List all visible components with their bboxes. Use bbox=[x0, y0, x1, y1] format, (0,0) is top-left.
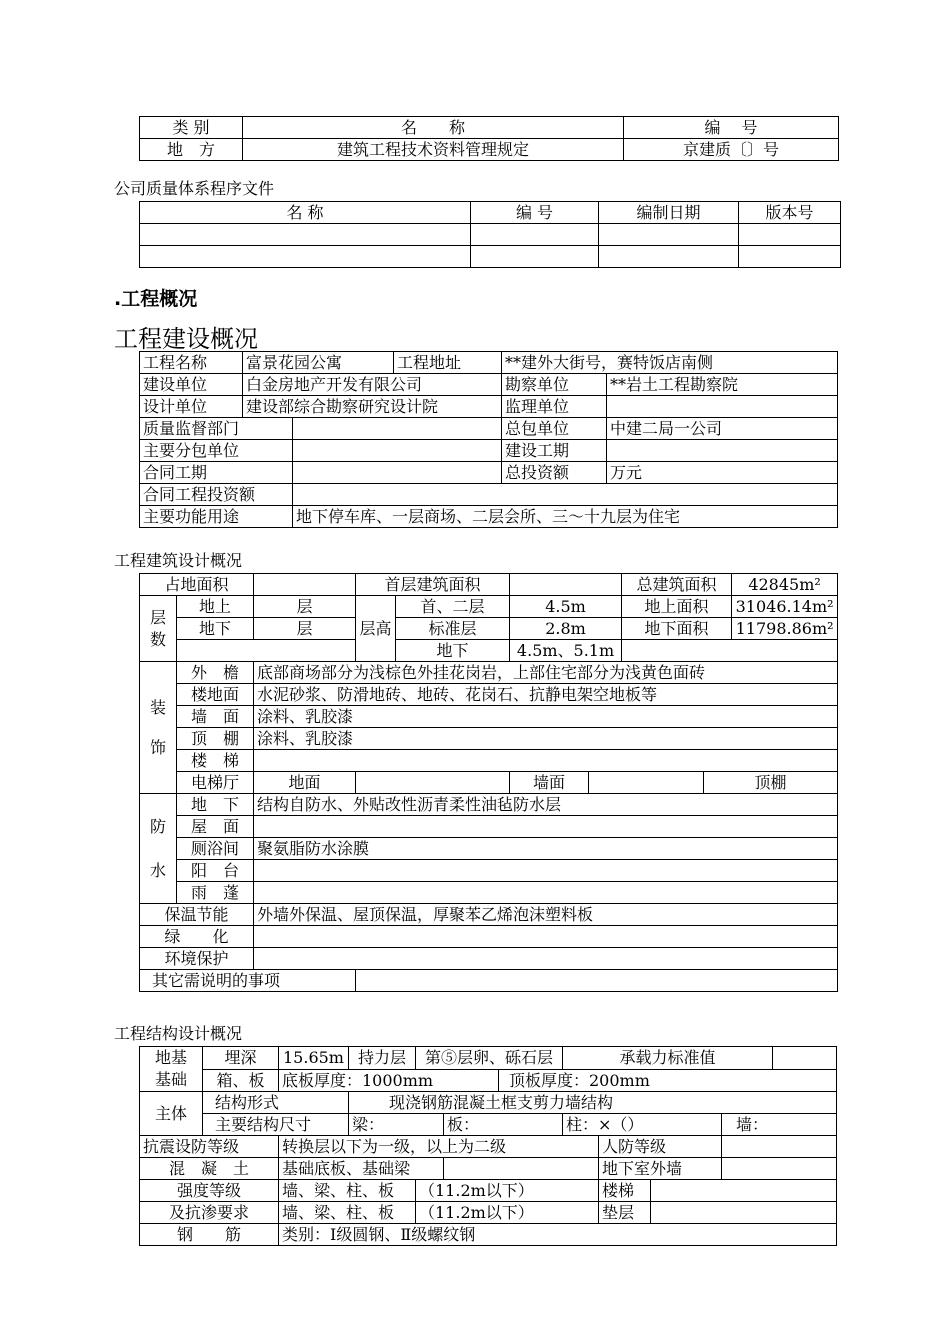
struct-title: 工程结构设计概况 bbox=[114, 1024, 243, 1043]
investment-label: 总投资额 bbox=[502, 462, 607, 484]
supervision-value bbox=[607, 396, 838, 418]
wall-finish-label: 墙 面 bbox=[177, 706, 254, 728]
box-label: 箱、板 bbox=[203, 1069, 279, 1092]
owner-label: 建设单位 bbox=[140, 374, 243, 396]
environment-value bbox=[254, 948, 838, 970]
wall-dim-label: 墙： bbox=[722, 1114, 837, 1136]
project-name-label: 工程名称 bbox=[140, 352, 243, 374]
overview-table bbox=[139, 351, 838, 528]
height-label: 层高 bbox=[356, 596, 396, 662]
concrete-label-2: 强度等级 bbox=[140, 1180, 279, 1202]
waterproof-label: 防水 bbox=[140, 794, 177, 904]
depth-label: 埋深 bbox=[203, 1047, 279, 1070]
lobby-ceiling-label: 顶棚 bbox=[704, 772, 838, 794]
quality-value bbox=[293, 418, 502, 440]
first-floor-area-label: 首层建筑面积 bbox=[356, 574, 510, 596]
wp-canopy-value bbox=[254, 882, 838, 904]
form-label: 结构形式 bbox=[203, 1092, 349, 1114]
floors-blank bbox=[177, 640, 356, 662]
sub-label: 主要分包单位 bbox=[140, 440, 293, 462]
bearing-value-label: 承载力标准值 bbox=[563, 1047, 773, 1070]
investment-value: 万元 bbox=[607, 462, 838, 484]
ref-header-number: 编 号 bbox=[624, 117, 839, 139]
arch-table bbox=[139, 573, 838, 992]
supervision-label: 监理单位 bbox=[502, 396, 607, 418]
wp-balcony-value bbox=[254, 860, 838, 882]
docs-header-version: 版本号 bbox=[739, 202, 841, 224]
rebar-label: 钢 筋 bbox=[140, 1224, 279, 1246]
address-value: **建外大街号，赛特饭店南侧 bbox=[502, 352, 838, 374]
insulation-value: 外墙外保温、屋顶保温，厚聚苯乙烯泡沫塑料板 bbox=[254, 904, 838, 926]
concrete-row2-right-value bbox=[651, 1180, 837, 1202]
concrete-label-1: 混 凝 土 bbox=[140, 1158, 279, 1180]
wall-finish-value: 涂料、乳胶漆 bbox=[254, 706, 838, 728]
ref-cell-name: 建筑工程技术资料管理规定 bbox=[243, 139, 624, 161]
height-basement-value: 4.5m、5.1m bbox=[510, 640, 622, 662]
concrete-row3-value: 墙、梁、柱、板 bbox=[279, 1202, 416, 1224]
concrete-row3-right-label: 垫层 bbox=[599, 1202, 651, 1224]
reference-table bbox=[139, 116, 839, 161]
total-area-label: 总建筑面积 bbox=[622, 574, 732, 596]
main-body-label: 主体 bbox=[140, 1092, 203, 1136]
wp-bath-value: 聚氨脂防水涂膜 bbox=[254, 838, 838, 860]
sub-value bbox=[293, 440, 502, 462]
overview-title: 工程建设概况 bbox=[114, 325, 258, 353]
bearing-layer-value: 第⑤层卵、砾石层 bbox=[416, 1047, 563, 1070]
period-label: 建设工期 bbox=[502, 440, 607, 462]
lobby-floor-value bbox=[356, 772, 510, 794]
size-label: 主要结构尺寸 bbox=[203, 1114, 349, 1136]
ref-cell-category: 地 方 bbox=[140, 139, 243, 161]
ref-header-category: 类 别 bbox=[140, 117, 243, 139]
arch-title: 工程建筑设计概况 bbox=[114, 551, 243, 570]
quality-label: 质量监督部门 bbox=[140, 418, 293, 440]
civil-defense-label: 人防等级 bbox=[599, 1136, 722, 1158]
concrete-row2-note: （11.2m以下） bbox=[416, 1180, 599, 1202]
function-value: 地下停车库、一层商场、二层会所、三～十九层为住宅 bbox=[293, 506, 838, 528]
address-label: 工程地址 bbox=[394, 352, 502, 374]
first-floor-area-value bbox=[510, 574, 622, 596]
lobby-floor-label: 地面 bbox=[254, 772, 356, 794]
rebar-value: 类别：Ⅰ级圆钢、Ⅱ级螺纹钢 bbox=[279, 1224, 837, 1246]
wp-balcony-label: 阳 台 bbox=[177, 860, 254, 882]
below-area-label: 地下面积 bbox=[622, 618, 732, 640]
bearing-value bbox=[773, 1047, 837, 1070]
below-floors-unit: 层 bbox=[254, 618, 356, 640]
lobby-wall-value bbox=[589, 772, 704, 794]
design-value: 建设部综合勘察研究设计院 bbox=[243, 396, 502, 418]
wp-roof-label: 屋 面 bbox=[177, 816, 254, 838]
concrete-row2-right-label: 楼梯 bbox=[599, 1180, 651, 1202]
wp-roof-value bbox=[254, 816, 838, 838]
eaves-label: 外 檐 bbox=[177, 662, 254, 684]
general-label: 总包单位 bbox=[502, 418, 607, 440]
height-standard-label: 标准层 bbox=[396, 618, 510, 640]
site-area-label: 占地面积 bbox=[140, 574, 254, 596]
period-value bbox=[607, 440, 838, 462]
wp-under-value: 结构自防水、外贴改性沥青柔性油毡防水层 bbox=[254, 794, 838, 816]
concrete-row3-right-value bbox=[651, 1202, 837, 1224]
struct-table bbox=[139, 1046, 837, 1246]
survey-label: 勘察单位 bbox=[502, 374, 607, 396]
ceiling-finish-value: 涂料、乳胶漆 bbox=[254, 728, 838, 750]
site-area-value bbox=[254, 574, 356, 596]
docs-header-number: 编 号 bbox=[471, 202, 599, 224]
eaves-value: 底部商场部分为浅棕色外挂花岗岩，上部住宅部分为浅黄色面砖 bbox=[254, 662, 838, 684]
ref-header-name: 名 称 bbox=[243, 117, 624, 139]
below-label: 地下 bbox=[177, 618, 254, 640]
below-area-value: 11798.86m² bbox=[732, 618, 838, 640]
section-heading: .工程概况 bbox=[114, 288, 198, 310]
concrete-row1-blank bbox=[444, 1158, 599, 1180]
civil-defense-value bbox=[722, 1136, 837, 1158]
lobby-wall-label: 墙面 bbox=[510, 772, 589, 794]
height-standard-value: 2.8m bbox=[510, 618, 622, 640]
column-label: 柱：×（） bbox=[563, 1114, 722, 1136]
wp-canopy-label: 雨 蓬 bbox=[177, 882, 254, 904]
bearing-layer-label: 持力层 bbox=[349, 1047, 416, 1070]
height-blank bbox=[622, 640, 838, 662]
function-label: 主要功能用途 bbox=[140, 506, 293, 528]
seismic-label: 抗震设防等级 bbox=[140, 1136, 279, 1158]
foundation-label: 地基 基础 bbox=[140, 1047, 203, 1092]
total-area-value: 42845m² bbox=[732, 574, 838, 596]
beam-label: 梁： bbox=[349, 1114, 444, 1136]
depth-value: 15.65m bbox=[279, 1047, 349, 1070]
concrete-row1-value: 基础底板、基础梁 bbox=[279, 1158, 444, 1180]
survey-value: **岩土工程勘察院 bbox=[607, 374, 838, 396]
deco-label: 装饰 bbox=[140, 662, 177, 794]
environment-label: 环境保护 bbox=[140, 948, 254, 970]
docs-row bbox=[140, 246, 841, 268]
seismic-value: 转换层以下为一级，以上为二级 bbox=[279, 1136, 599, 1158]
project-name-value: 富景花园公寓 bbox=[243, 352, 394, 374]
contract-invest-value bbox=[293, 484, 838, 506]
ref-cell-number: 京建质〔〕号 bbox=[624, 139, 839, 161]
contract-invest-label: 合同工程投资额 bbox=[140, 484, 293, 506]
concrete-label-3: 及抗渗要求 bbox=[140, 1202, 279, 1224]
floor-finish-label: 楼地面 bbox=[177, 684, 254, 706]
stair-finish-label: 楼 梯 bbox=[177, 750, 254, 772]
docs-header-date: 编制日期 bbox=[599, 202, 739, 224]
height-basement-label: 地下 bbox=[396, 640, 510, 662]
lobby-label: 电梯厅 bbox=[177, 772, 254, 794]
docs-row bbox=[140, 224, 841, 246]
greening-value bbox=[254, 926, 838, 948]
insulation-label: 保温节能 bbox=[140, 904, 254, 926]
contract-period-value bbox=[293, 462, 502, 484]
form-value: 现浇钢筋混凝土框支剪力墙结构 bbox=[349, 1092, 837, 1114]
top-thickness: 顶板厚度：200mm bbox=[499, 1069, 837, 1092]
concrete-row1-right-value bbox=[722, 1158, 837, 1180]
design-label: 设计单位 bbox=[140, 396, 243, 418]
concrete-row3-note: （11.2m以下） bbox=[416, 1202, 599, 1224]
greening-label: 绿 化 bbox=[140, 926, 254, 948]
docs-header-name: 名 称 bbox=[140, 202, 471, 224]
stair-finish-value bbox=[254, 750, 838, 772]
wp-under-label: 地 下 bbox=[177, 794, 254, 816]
general-value: 中建二局一公司 bbox=[607, 418, 838, 440]
ceiling-finish-label: 顶 棚 bbox=[177, 728, 254, 750]
floor-finish-value: 水泥砂浆、防滑地砖、地砖、花岗石、抗静电架空地板等 bbox=[254, 684, 838, 706]
bottom-thickness: 底板厚度：1000mm bbox=[279, 1069, 499, 1092]
above-area-value: 31046.14m² bbox=[732, 596, 838, 618]
concrete-row1-right-label: 地下室外墙 bbox=[599, 1158, 722, 1180]
height-first-value: 4.5m bbox=[510, 596, 622, 618]
above-label: 地上 bbox=[177, 596, 254, 618]
other-value bbox=[356, 970, 838, 992]
contract-period-label: 合同工期 bbox=[140, 462, 293, 484]
above-area-label: 地上面积 bbox=[622, 596, 732, 618]
above-floors-unit: 层 bbox=[254, 596, 356, 618]
company-docs-title: 公司质量体系程序文件 bbox=[114, 179, 275, 198]
company-docs-table bbox=[139, 201, 841, 268]
floors-label: 层数 bbox=[140, 596, 177, 662]
wp-bath-label: 厕浴间 bbox=[177, 838, 254, 860]
concrete-row2-value: 墙、梁、柱、板 bbox=[279, 1180, 416, 1202]
height-first-label: 首、二层 bbox=[396, 596, 510, 618]
owner-value: 白金房地产开发有限公司 bbox=[243, 374, 502, 396]
other-label: 其它需说明的事项 bbox=[140, 970, 356, 992]
slab-label: 板： bbox=[444, 1114, 563, 1136]
